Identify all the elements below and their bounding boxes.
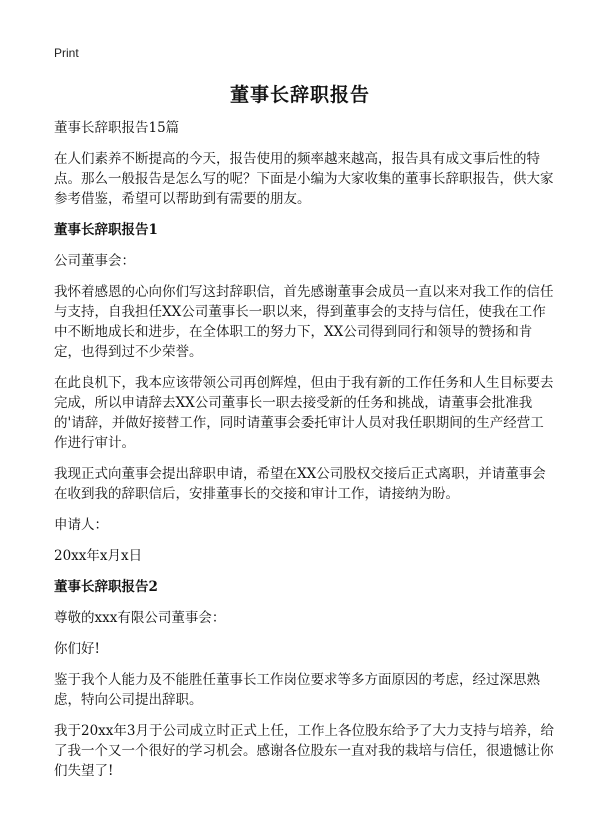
document-subtitle: 董事长辞职报告15篇 xyxy=(54,120,180,136)
report1-greeting: 公司董事会： xyxy=(54,253,135,269)
report2-greeting: 尊敬的xxx有限公司董事会： xyxy=(54,610,226,626)
intro-paragraph: 在人们素养不断提高的今天，报告使用的频率越来越高，报告具有成文事后性的特点。那么一般报告是怎么写的呢？下面是小编为大家收集的董事长辞职报告，供大家参考借鉴，希望可以帮助到有需要的朋友。 xyxy=(54,151,554,207)
report1-heading: 董事长辞职报告1 xyxy=(54,222,158,238)
report1-date: 20xx年x月x日 xyxy=(54,548,143,564)
report2-paragraph-2: 我于20xx年3月于公司成立时正式上任，工作上各位股东给予了大力支持与培养，给了我一个又一个很好的学习机会。感谢各位股东一直对我的栽培与信任，很遗憾让你们失望了! xyxy=(54,723,554,779)
page-title: 董事长辞职报告 xyxy=(229,84,370,106)
report2-paragraph-1: 鉴于我个人能力及不能胜任董事长工作岗位要求等多方面原因的考虑，经过深思熟虑，特向公司提出辞职。 xyxy=(54,672,540,708)
document-body xyxy=(54,118,554,792)
report1-paragraph-1: 我怀着感恩的心向你们写这封辞职信，首先感谢董事会成员一直以来对我工作的信任与支持，自我担任XX公司董事长一职以来，得到董事会的支持与信任，使我在工作中不断地成长和进步，在全体职工的努力下，XX公司得到同行和领导的赞扬和肯定，也得到过不少荣誉。 xyxy=(54,284,554,360)
report2-heading: 董事长辞职报告2 xyxy=(54,579,158,595)
report1-paragraph-3: 我现正式向董事会提出辞职申请，希望在XX公司股权交接后正式离职，并请董事会在收到我的辞职信后，安排董事长的交接和审计工作，请接纳为盼。 xyxy=(54,466,546,502)
report1-applicant: 申请人： xyxy=(54,517,108,533)
report2-hello: 你们好! xyxy=(54,641,100,657)
report1-paragraph-2: 在此良机下，我本应该带领公司再创辉煌，但由于我有新的工作任务和人生目标要去完成，所以申请辞去XX公司董事长一职去接受新的任务和挑战，请董事会批准我的'请辞，并做好接替工作，同时请董事会委托审计人员对我任职期间的生产经营工作进行审计。 xyxy=(54,375,554,451)
print-link[interactable]: Print xyxy=(54,46,79,60)
